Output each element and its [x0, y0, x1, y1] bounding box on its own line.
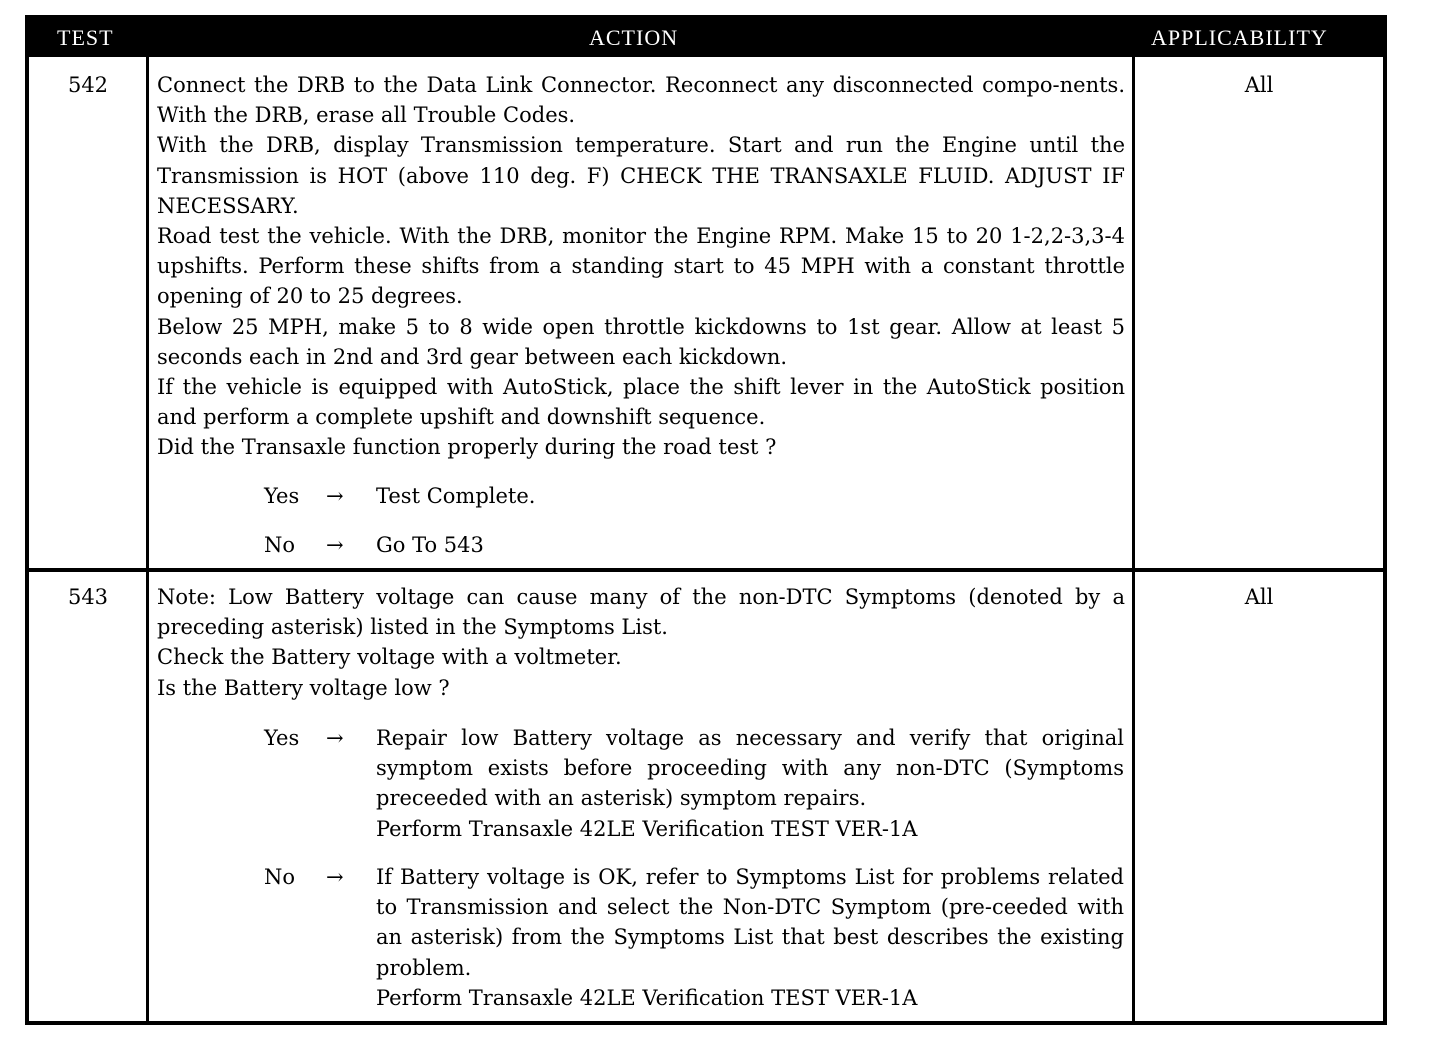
applicability-value: All	[1244, 73, 1274, 97]
table-header	[29, 19, 1383, 57]
arrow-icon: →	[326, 533, 344, 557]
arrow-icon: →	[326, 726, 344, 750]
verification-step: Perform Transaxle 42LE Verification TEST VER-1A	[376, 816, 918, 841]
applicability-value: All	[1244, 585, 1274, 609]
yes-result: Test Complete.	[376, 484, 536, 508]
verification-step: Perform Transaxle 42LE Verification TEST VER-1A	[376, 985, 918, 1010]
action-paragraph: Road test the vehicle. With the DRB, monitor the Engine RPM. Make 15 to 20 1-2,2-3,3-4 upshifts. Perform these shifts from a standing start to 45 MPH with a constant throttle opening of 20 to 25 degrees.	[157, 224, 1125, 309]
no-result: If Battery voltage is OK, refer to Symptoms List for problems related to Transmission and select the Non-DTC Symptom (pre-ceeded with an asterisk) from the Symptoms List that best describes the existing problem. Perform Transaxle 42LE Verification TEST VER-1A	[376, 862, 1124, 1013]
action-paragraph: Note: Low Battery voltage can cause many of the non-DTC Symptoms (denoted by a preceding asterisk) listed in the Symptoms List.	[157, 585, 1125, 640]
arrow-icon: →	[326, 865, 344, 889]
yes-label: Yes	[264, 726, 300, 750]
no-label: No	[264, 533, 296, 557]
no-label: No	[264, 865, 296, 889]
action-paragraph: With the DRB, display Transmission temperature. Start and run the Engine until the Transmission is HOT (above 110 deg. F) CHECK THE TRANSAXLE FLUID. ADJUST IF NECESSARY.	[157, 133, 1125, 218]
test-number: 543	[67, 585, 109, 609]
arrow-icon: →	[326, 484, 344, 508]
header-test: TEST	[57, 25, 114, 50]
header-applicability: APPLICABILITY	[1151, 25, 1328, 50]
action-paragraph: Did the Transaxle function properly during the road test ?	[157, 435, 777, 460]
row-divider	[29, 568, 1383, 572]
no-branch	[264, 530, 1144, 560]
yes-result: Repair low Battery voltage as necessary and verify that original symptom exists before proceeding with any non-DTC (Symptoms preceeded with an asterisk) symptom repairs. Perform Transaxle 42LE Verification TEST VER-1A	[376, 723, 1124, 844]
no-branch	[264, 862, 1144, 1017]
header-action: ACTION	[589, 25, 679, 50]
no-result: Go To 543	[376, 533, 484, 557]
yes-branch	[264, 723, 1144, 853]
yes-label: Yes	[264, 484, 300, 508]
action-paragraph: Is the Battery voltage low ?	[157, 675, 450, 700]
column-divider	[146, 57, 149, 1021]
diagnostic-test-table	[25, 15, 1387, 1025]
action-paragraph: If the vehicle is equipped with AutoStick, place the shift lever in the AutoStick position and perform a complete upshift and downshift sequence.	[157, 375, 1125, 430]
yes-branch	[264, 481, 1144, 511]
action-paragraph: Connect the DRB to the Data Link Connector. Reconnect any disconnected compo-nents. With the DRB, erase all Trouble Codes.	[157, 73, 1125, 128]
action-paragraph: Below 25 MPH, make 5 to 8 wide open throttle kickdowns to 1st gear. Allow at least 5 seconds each in 2nd and 3rd gear between each kickdown.	[157, 314, 1125, 369]
action-paragraph: Check the Battery voltage with a voltmeter.	[157, 645, 622, 670]
test-number: 542	[67, 73, 109, 97]
action-text	[157, 70, 1125, 463]
action-text	[157, 582, 1125, 703]
